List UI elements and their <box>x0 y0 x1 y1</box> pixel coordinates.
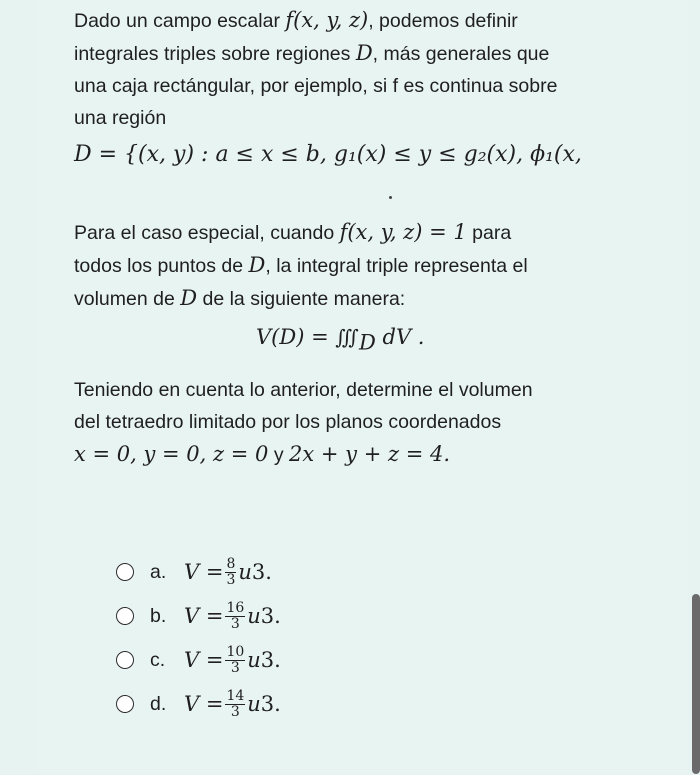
special-text: Para el caso especial, cuando <box>74 222 340 244</box>
option-period: . <box>274 604 281 628</box>
option-fraction <box>225 689 245 720</box>
option-unit: u <box>247 604 261 628</box>
intro-text: una caja rectángular, por ejemplo, si f es continua sobre <box>74 75 558 97</box>
fraction-numerator: 8 <box>226 555 236 572</box>
option-fraction <box>225 557 236 588</box>
plane-equation-math: 2x + y + z = 4. <box>289 442 451 466</box>
volume-lhs: V(D) = <box>256 325 336 349</box>
equation-dot <box>389 196 392 199</box>
option-prefix: V = <box>184 692 224 716</box>
option-unit: u <box>238 560 252 584</box>
coordinate-planes-math: x = 0, y = 0, z = 0 <box>74 442 269 466</box>
radio-button[interactable] <box>116 563 134 581</box>
radio-button[interactable] <box>116 695 134 713</box>
option-unit: u <box>247 648 261 672</box>
option-period: . <box>274 692 281 716</box>
option-b[interactable] <box>116 596 416 636</box>
scalar-field-math: f(x, y, z) <box>285 8 369 32</box>
fraction-denominator: 3 <box>230 703 240 720</box>
triple-integral-symbol: ∭ <box>335 325 359 349</box>
special-text: para <box>466 222 512 244</box>
option-letter: a. <box>150 560 167 583</box>
integral-domain: D <box>359 330 376 355</box>
option-unit: u <box>247 692 261 716</box>
region-symbol: D <box>355 41 373 65</box>
question-card <box>36 0 688 772</box>
intro-text: , más generales que <box>372 43 550 65</box>
special-text: de la siguiente manera: <box>197 288 406 310</box>
radio-button[interactable] <box>116 651 134 669</box>
option-letter: d. <box>150 692 167 715</box>
volume-differential: dV . <box>375 325 425 349</box>
unit-field-math: f(x, y, z) = 1 <box>339 220 467 244</box>
special-text: todos los puntos de <box>74 255 249 277</box>
region-symbol: D <box>180 286 198 310</box>
option-period: . <box>274 648 281 672</box>
option-prefix: V = <box>184 604 224 628</box>
volume-integral-equation <box>256 324 424 354</box>
question-text: del tetraedro limitado por los planos coordenados <box>74 411 502 433</box>
option-fraction <box>225 601 245 632</box>
radio-button[interactable] <box>116 607 134 625</box>
fraction-numerator: 16 <box>226 599 245 616</box>
fraction-numerator: 10 <box>226 643 245 660</box>
option-exponent: 3 <box>260 648 275 672</box>
option-a[interactable] <box>116 552 416 592</box>
special-text: , la integral triple representa el <box>265 255 528 277</box>
question-text: y <box>268 444 289 466</box>
option-exponent: 3 <box>251 560 266 584</box>
option-exponent: 3 <box>260 692 275 716</box>
region-symbol: D <box>248 253 266 277</box>
question-paragraph <box>74 374 654 471</box>
option-c[interactable] <box>116 640 416 680</box>
special-case-paragraph <box>74 216 654 315</box>
fraction-denominator: 3 <box>230 615 240 632</box>
special-text: volumen de <box>74 288 181 310</box>
option-prefix: V = <box>184 648 224 672</box>
option-letter: b. <box>150 604 167 627</box>
intro-text: , podemos definir <box>368 10 518 32</box>
fraction-denominator: 3 <box>230 659 240 676</box>
question-text: Teniendo en cuenta lo anterior, determine el volumen <box>74 379 533 401</box>
intro-paragraph <box>74 4 654 134</box>
option-exponent: 3 <box>260 604 275 628</box>
vertical-scrollbar[interactable] <box>692 594 700 774</box>
option-period: . <box>265 560 272 584</box>
option-prefix: V = <box>184 560 224 584</box>
region-definition-equation: D = {(x, y) : a ≤ x ≤ b, g₁(x) ≤ y ≤ g₂(x), ϕ₁(x, <box>74 142 582 167</box>
option-fraction <box>225 645 245 676</box>
intro-text: integrales triples sobre regiones <box>74 43 356 65</box>
intro-text: Dado un campo escalar <box>74 10 286 32</box>
intro-text: una región <box>74 107 167 129</box>
option-d[interactable] <box>116 684 416 724</box>
option-letter: c. <box>150 648 166 671</box>
fraction-numerator: 14 <box>226 687 245 704</box>
fraction-denominator: 3 <box>226 571 236 588</box>
